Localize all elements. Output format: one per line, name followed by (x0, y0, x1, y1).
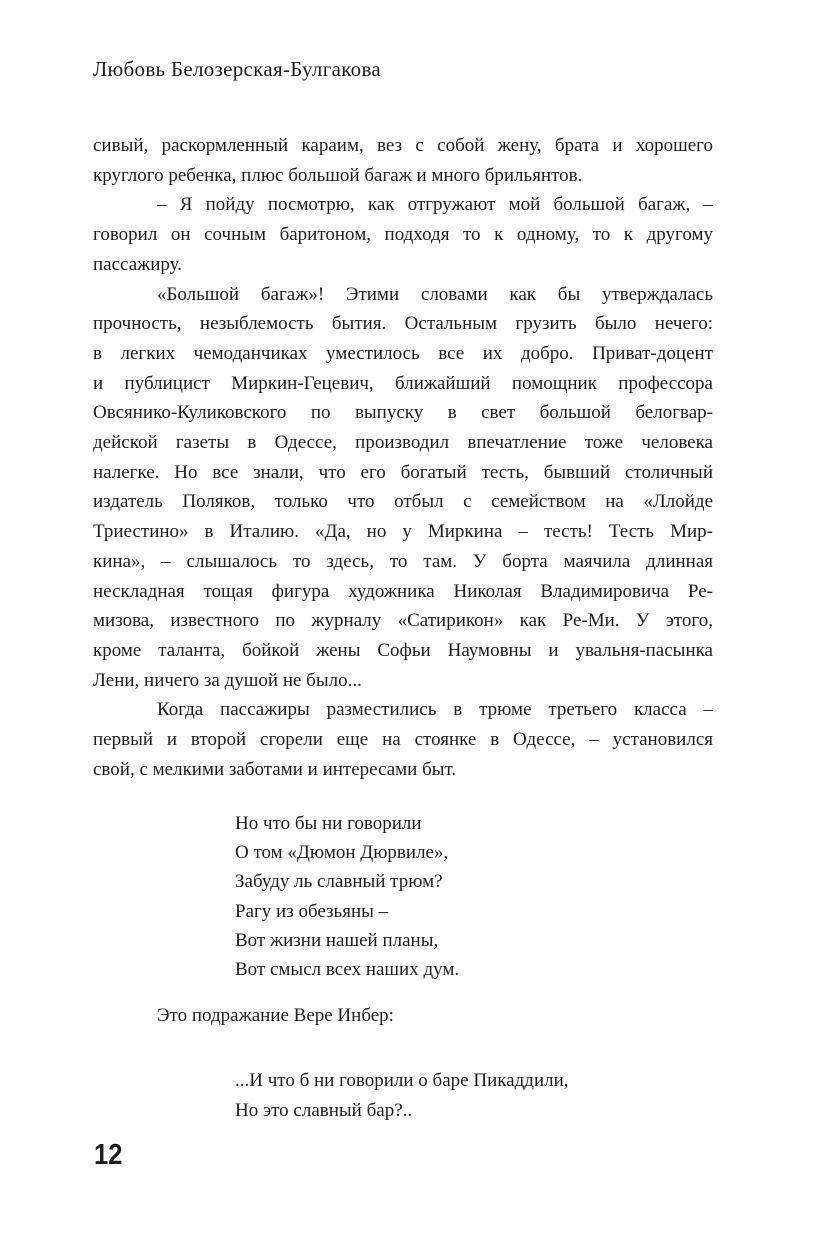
poem-line: О том «Дюмон Дюрвиле», (235, 842, 449, 864)
prose-line: и публицист Миркин-Гецевич, ближайший помощник профессора (93, 372, 713, 394)
prose-line: пассажиру. (93, 253, 183, 275)
poem-line: Рагу из обезьяны – (235, 900, 389, 922)
prose-line: Овсянико-Куликовского по выпуску в свет большой белогвар- (93, 402, 713, 424)
prose-line: первый и второй сгорели еще на стоянке в Одессе, – установился (93, 729, 713, 751)
prose-line: налегке. Но все знали, что его богатый тесть, бывший столичный (93, 461, 713, 483)
prose-line: Триестино» в Италию. «Да, но у Миркина – тесть! Тесть Мир- (93, 521, 713, 543)
prose-line: дейской газеты в Одессе, производил впечатление тоже человека (93, 432, 713, 454)
prose-line: говорил он сочным баритоном, подходя то к одному, то к другому (93, 224, 713, 246)
poem-line: Вот жизни нашей планы, (235, 929, 439, 951)
poem-piccadilly (235, 1066, 569, 1126)
prose-line: нескладная тощая фигура художника Николая Владимировича Ре- (93, 580, 713, 602)
prose-line: круглого ребенка, плюс большой багаж и много брильянтов. (93, 164, 583, 186)
prose-line: Когда пассажиры разместились в трюме третьего класса – (157, 699, 713, 721)
prose-line: – Я пойду посмотрю, как отгружают мой большой багаж, – (157, 194, 713, 216)
prose-line: кина», – слышалось то здесь, то там. У борта маячила длинная (93, 550, 713, 572)
prose-line: «Большой багаж»! Этими словами как бы утверждалась (157, 283, 713, 305)
prose-block (93, 131, 713, 784)
running-header-author: Любовь Белозерская-Булгакова (93, 57, 382, 81)
page-number: 12 (94, 1139, 123, 1171)
prose-line: мизова, известного по журналу «Сатирикон» как Ре-Ми. У этого, (93, 610, 713, 632)
prose-line: свой, с мелкими заботами и интересами быт. (93, 758, 457, 780)
prose-line: кроме таланта, бойкой жены Софьи Наумовны и увальня-пасынка (93, 639, 713, 661)
prose-line: в легких чемоданчиках уместилось все их добро. Приват-доцент (93, 342, 713, 364)
prose-line: издатель Поляков, только что отбыл с семейством на «Ллойде (93, 491, 713, 513)
poem-line: Вот смысл всех наших дум. (235, 959, 460, 981)
prose-line: сивый, раскормленный караим, вез с собой жену, брата и хорошего (93, 135, 713, 156)
poem-line: ...И что б ни говорили о баре Пикаддили, (235, 1070, 569, 1091)
poem-line: Забуду ль славный трюм? (235, 871, 443, 893)
prose-line: Лени, ничего за душой не было... (93, 669, 362, 691)
interlude-text: Это подражание Вере Инбер: (157, 1005, 394, 1026)
poem-line: Но что бы ни говорили (235, 813, 422, 834)
poem-dumont-durville (235, 809, 459, 984)
prose-line: прочность, незыблемость бытия. Остальным грузить было нечего: (93, 313, 713, 335)
poem-line: Но это славный бар?.. (235, 1100, 413, 1121)
